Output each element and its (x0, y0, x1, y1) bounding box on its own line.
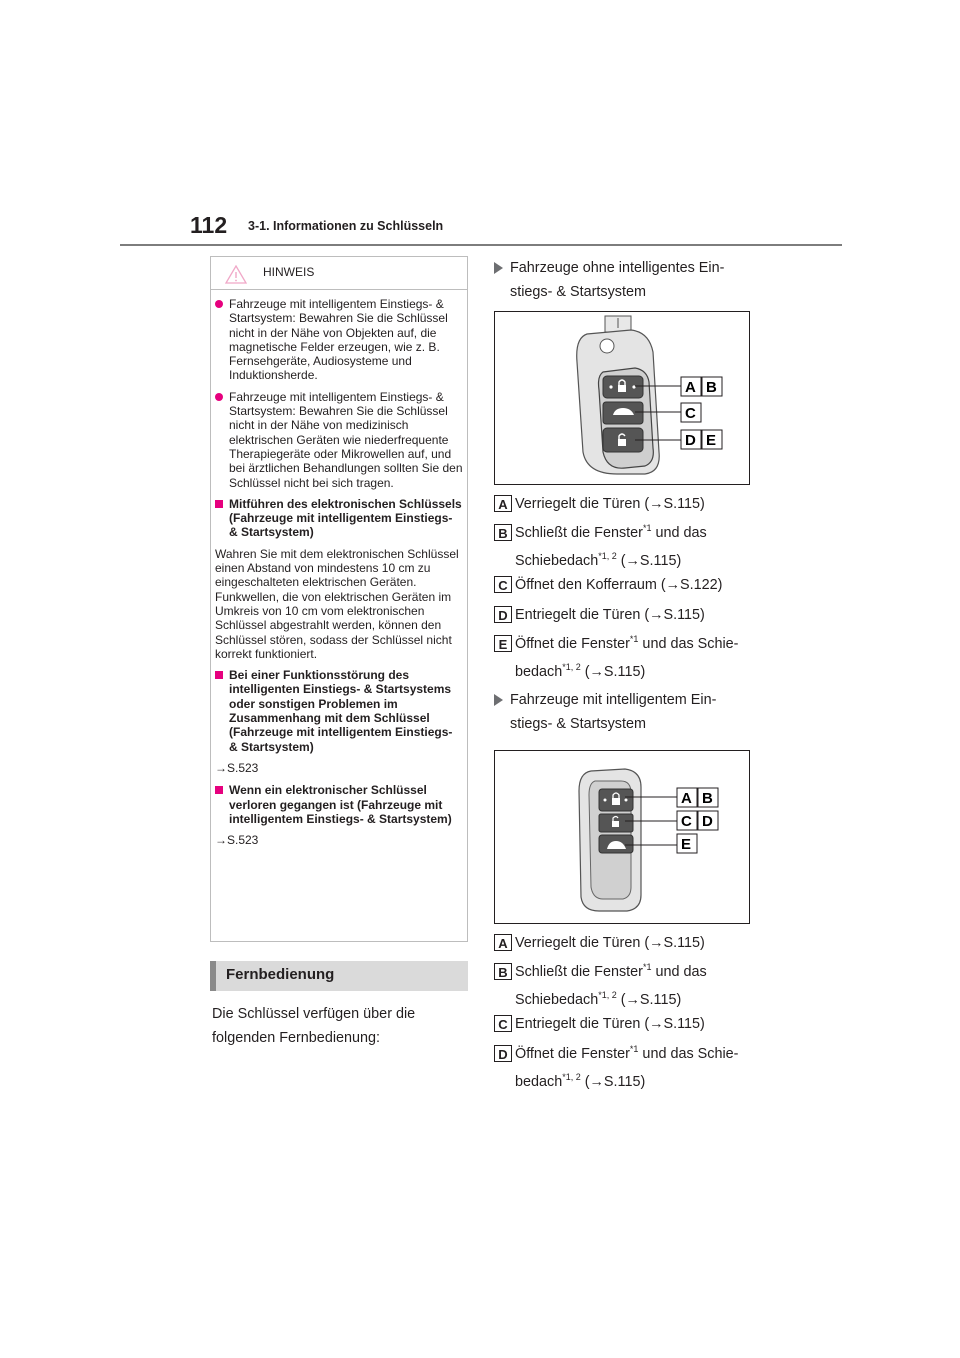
footnote-marker: *1 (629, 1043, 639, 1054)
legend-text-part: und das Schie- (638, 1045, 739, 1062)
variant1-heading-line1: Fahrzeuge ohne intelligentes Ein- (510, 260, 725, 276)
bullet-square-icon (215, 671, 223, 679)
page-reference: →S.523 (215, 833, 259, 848)
fernbedienung-heading (210, 961, 468, 991)
notice-subheading (215, 783, 463, 826)
bullet-dot-icon (215, 393, 223, 401)
notice-bullet-text: Fahrzeuge mit intelligentem Einstiegs- & Startsystem: Bewahren Sie die Schlüssel nicht in der Nähe von Objekten auf, die magnetische Felder erzeugen, wie z. B. Fernsehgeräte, Audiosysteme und Induktionsherde. (229, 297, 448, 383)
legend-text-line2 (515, 551, 681, 571)
bullet-dot-icon (215, 300, 223, 308)
legend-text-part: bedach (515, 1073, 563, 1090)
legend-row (494, 523, 754, 575)
legend-row (494, 1014, 754, 1043)
legend-text (515, 634, 738, 654)
notice-bullet (215, 297, 463, 383)
footnote-marker: *1 (642, 962, 652, 973)
notice-box (210, 256, 468, 942)
variant1-heading-line2: stiegs- & Startsystem (510, 284, 646, 300)
callout-e: E (681, 836, 692, 853)
legend-text: Entriegelt die Türen (→S.115) (515, 1016, 705, 1033)
notice-bullet-text: Fahrzeuge mit intelligentem Einstiegs- & Startsystem: Bewahren Sie die Schlüssel nicht in der Nähe von medizinisch elektrischen Geräten wie niederfrequente Therapiegeräte oder Mikrowellen auf, und bei ärztlichen Behandlungen sollten Sie den Schlüssel nicht bei sich tragen. (229, 389, 463, 490)
page-number: 112 (190, 212, 228, 238)
legend-text-part: (→S.115) (580, 663, 646, 680)
legend-text: Verriegelt die Türen (→S.115) (515, 935, 705, 951)
footnote-marker: *1, 2 (562, 1071, 581, 1082)
bullet-square-icon (215, 500, 223, 508)
legend-row (494, 575, 754, 604)
callout-d: D (685, 432, 696, 449)
legend-text-line2 (515, 662, 645, 682)
callout-c: C (681, 813, 692, 830)
legend-text-line2 (515, 1072, 645, 1092)
fernbedienung-intro: Die Schlüssel verfügen über die folgenden Fernbedienung: (212, 1006, 416, 1046)
variant1-heading (494, 256, 754, 304)
variant2-legend (494, 933, 754, 1096)
legend-text-part: Schiebedach (515, 553, 599, 570)
legend-letter: C (494, 1015, 512, 1032)
legend-text-part: (→S.115) (580, 1073, 646, 1090)
legend-row (494, 634, 754, 686)
notice-label: HINWEIS (263, 265, 315, 279)
callout-b: B (706, 379, 717, 396)
legend-letter: B (494, 963, 512, 980)
notice-subheading-text: Mitführen des elektronischen Schlüssels (Fahrzeuge mit intelligentem Einstiegs- & Startsystem) (229, 496, 462, 540)
notice-subheading-text: Bei einer Funktionsstörung des intelligenten Einstiegs- & Startsystems oder sonstigen Problemen im Zusammenhang mit dem Schlüssel (Fahrzeuge mit intelligentem Einstiegs- & Startsystem) (229, 668, 453, 754)
flip-key-illustration (495, 312, 749, 484)
flip-key-figure (494, 311, 750, 485)
legend-row (494, 605, 754, 634)
callout-e: E (706, 432, 717, 449)
callout-d: D (702, 813, 713, 830)
legend-row (494, 933, 754, 962)
smart-key-figure (494, 750, 750, 924)
variant2-heading-line2: stiegs- & Startsystem (510, 716, 646, 732)
legend-letter: D (494, 1045, 512, 1062)
footnote-marker: *1 (629, 634, 639, 645)
legend-letter: D (494, 606, 512, 623)
legend-text-part: Schließt die Fenster (515, 525, 643, 542)
footnote-marker: *1 (642, 523, 652, 534)
warning-icon (225, 265, 247, 284)
legend-text-part: und das (651, 525, 707, 542)
callout-b: B (702, 790, 713, 807)
legend-text-line2 (515, 990, 681, 1010)
callout-a: A (685, 379, 696, 396)
legend-text-part: Öffnet die Fenster (515, 1045, 630, 1062)
legend-text: Verriegelt die Türen (→S.115) (515, 496, 705, 512)
legend-letter: E (494, 635, 512, 652)
legend-text-part: bedach (515, 663, 563, 680)
notice-subheading-text: Wenn ein elektronischer Schlüssel verloren gegangen ist (Fahrzeuge mit intelligentem Einstiegs- & Startsystem) (229, 783, 452, 826)
callout-a: A (681, 790, 692, 807)
footnote-marker: *1, 2 (562, 662, 581, 673)
legend-letter: C (494, 576, 512, 593)
legend-text-part: Schließt die Fenster (515, 964, 643, 981)
variant1-legend (494, 494, 754, 686)
notice-bullet (215, 390, 463, 490)
legend-letter: B (494, 524, 512, 541)
variant2-heading-line1: Fahrzeuge mit intelligentem Ein- (510, 692, 717, 708)
notice-paragraph: Wahren Sie mit dem elektronischen Schlüssel einen Abstand von mindestens 10 cm zu eingeschalteten elektrischen Geräten. Funkwellen, die von elektrischen Geräten im Umkreis von 10 cm vom elektronischen Schlüssel abgestrahlt werden, können den Schlüssel stören, sodass der Schlüssel nicht korrekt funktioniert. (215, 546, 459, 661)
legend-text (515, 962, 707, 982)
legend-row (494, 962, 754, 1014)
legend-text: Öffnet den Kofferraum (→S.122) (515, 577, 723, 594)
legend-text-part: (→S.115) (616, 992, 682, 1009)
page-reference: →S.523 (215, 760, 259, 775)
triangle-bullet-icon (494, 262, 503, 274)
legend-text-part: und das (651, 964, 707, 981)
smart-key-illustration (495, 751, 749, 923)
header-rule (120, 244, 842, 246)
legend-text-part: und das Schie- (638, 635, 739, 652)
notice-subheading (215, 497, 463, 540)
legend-row (494, 494, 754, 523)
footnote-marker: *1, 2 (598, 551, 617, 562)
legend-row (494, 1044, 754, 1096)
legend-text-part: (→S.115) (616, 553, 682, 570)
notice-subheading (215, 668, 463, 754)
triangle-bullet-icon (494, 694, 503, 706)
fernbedienung-heading-text: Fernbedienung (226, 966, 335, 983)
legend-letter: A (494, 934, 512, 951)
legend-text-part: Öffnet die Fenster (515, 635, 630, 652)
legend-text (515, 1044, 738, 1064)
callout-c: C (685, 405, 696, 422)
bullet-square-icon (215, 786, 223, 794)
section-title: 3-1. Informationen zu Schlüsseln (248, 219, 444, 233)
legend-text-part: Schiebedach (515, 992, 599, 1009)
notice-header (211, 257, 467, 290)
footnote-marker: *1, 2 (598, 990, 617, 1001)
notice-body (215, 297, 463, 855)
legend-letter: A (494, 495, 512, 512)
legend-text: Entriegelt die Türen (→S.115) (515, 606, 705, 623)
variant2-heading (494, 688, 754, 736)
legend-text (515, 523, 707, 543)
